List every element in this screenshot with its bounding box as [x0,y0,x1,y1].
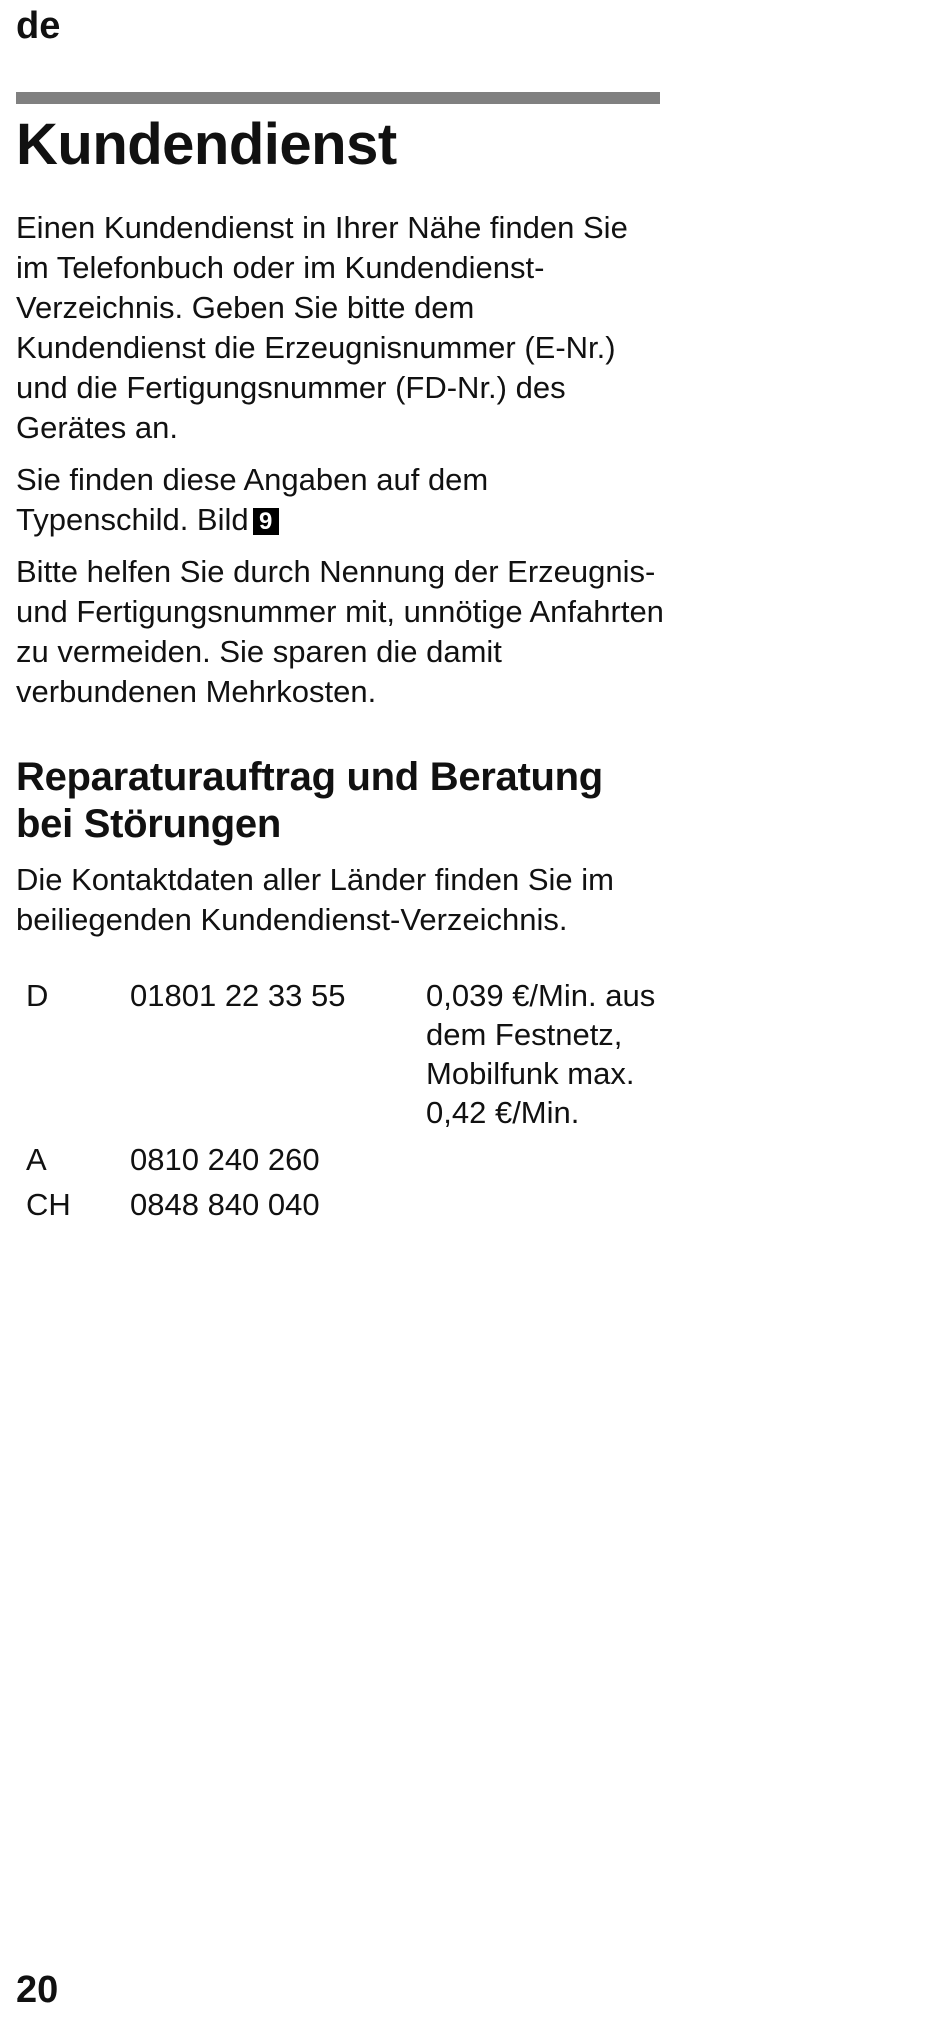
type-plate-paragraph [16,460,666,540]
country-code: D [26,977,49,1013]
rate-note: 0,039 €/Min. aus dem Festnetz, Mobilfunk max. 0,42 €/Min. [426,977,656,1130]
contacts-paragraph: Die Kontaktdaten aller Länder finden Sie im beiliegenden Kundendienst-Verzeichnis. [16,861,614,937]
subsection-title: Reparaturauftrag und Beratung bei Störungen [16,754,603,846]
page-content [16,110,666,1224]
contacts-table [16,976,666,1224]
section-title: Kundendienst [16,112,397,177]
type-plate-text: Sie finden diese Angaben auf dem Typenschild. Bild [16,461,489,537]
info-paragraph: Bitte helfen Sie durch Nennung der Erzeugnis- und Fertigungsnummer mit, unnötige Anfahrten zu vermeiden. Sie sparen die damit verbundenen Mehrkosten. [16,553,664,709]
country-code: CH [26,1186,71,1222]
phone-number: 01801 22 33 55 [130,977,346,1013]
figure-reference-badge: 9 [253,508,279,535]
table-row [16,1132,666,1179]
intro-paragraph: Einen Kundendienst in Ihrer Nähe finden Sie im Telefonbuch oder im Kundendienst-Verzeichnis. Geben Sie bitte dem Kundendienst die Erzeugnisnummer (E-Nr.) und die Fertigungsnummer (FD-Nr.) des Gerätes an. [16,209,628,445]
rate-note [426,1179,666,1224]
table-row [16,1179,666,1224]
phone-number: 0848 840 040 [130,1186,320,1222]
country-code: A [26,1141,47,1177]
phone-number: 0810 240 260 [130,1141,320,1177]
language-code: de [16,5,61,47]
rate-note [426,1132,666,1179]
section-divider [16,92,660,104]
page-number: 20 [16,1969,59,2011]
table-row [16,976,666,1132]
